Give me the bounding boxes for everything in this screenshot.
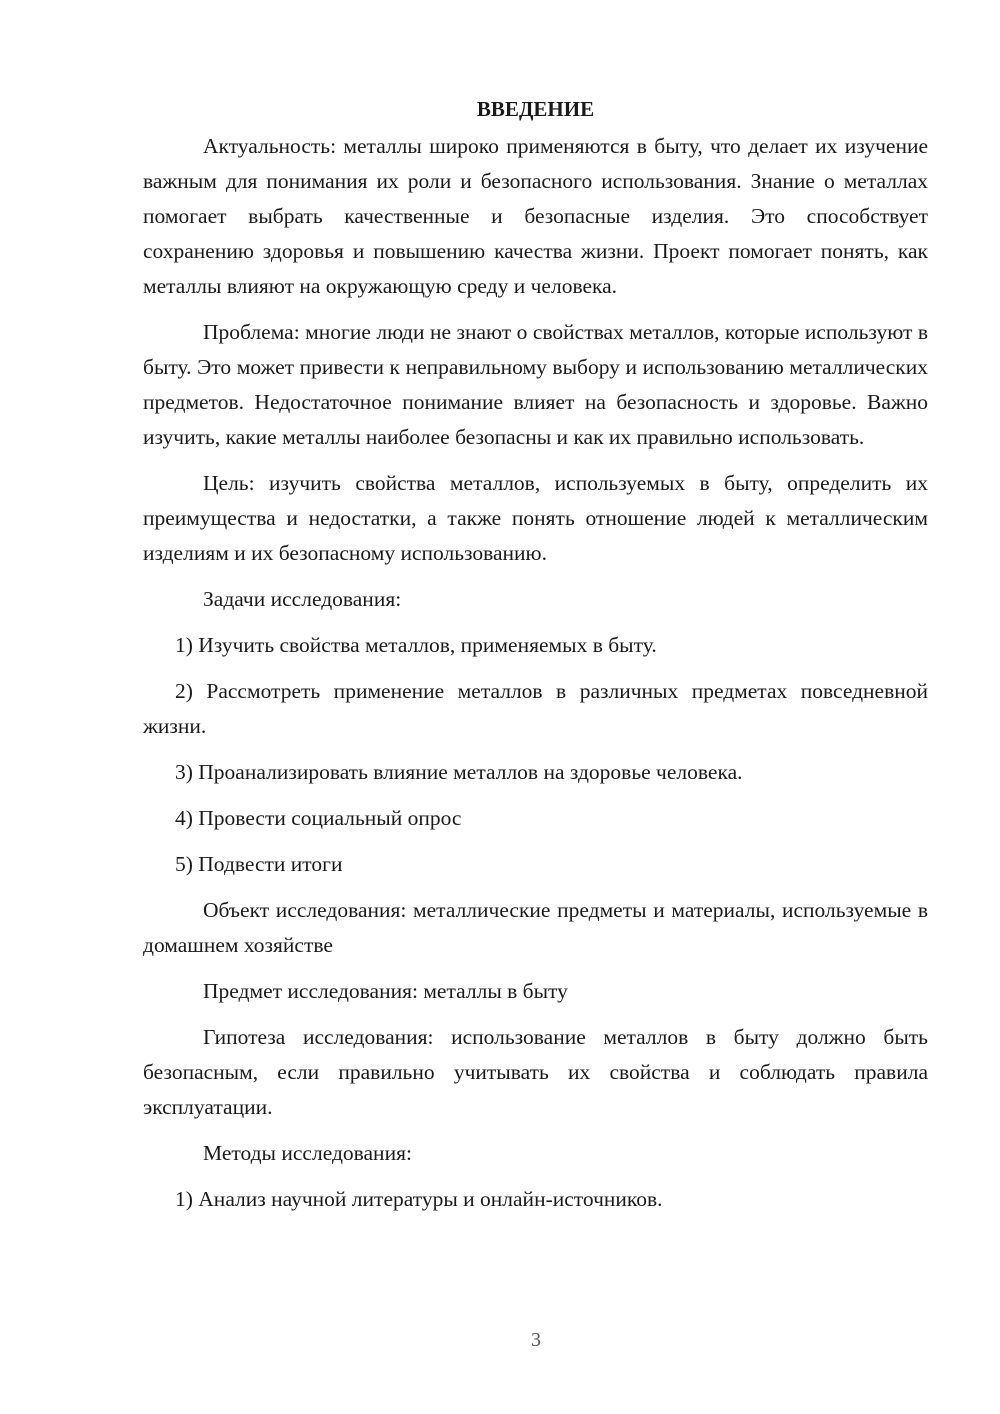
task-item-1: 1) Изучить свойства металлов, применяемых в быту. [175, 633, 657, 657]
methods-heading: Методы исследования: [203, 1141, 412, 1165]
page-number: 3 [531, 1329, 541, 1351]
paragraph-goal: Цель: изучить свойства металлов, используемых в быту, определить их преимущества и недостатки, а также понять отношение людей к металлическим изделиям и их безопасному использованию. [143, 471, 928, 565]
task-item-4: 4) Провести социальный опрос [175, 806, 462, 830]
paragraph-relevance: Актуальность: металлы широко применяются в быту, что делает их изучение важным для понимания их роли и безопасного использования. Знание о металлах помогает выбрать качественные и безопасные изделия. Это способствует сохранению здоровья и повышению качества жизни. Проект помогает понять, как металлы влияют на окружающую среду и человека. [143, 134, 928, 298]
task-item-2: 2) Рассмотреть применение металлов в различных предметах повседневной жизни. [143, 679, 928, 738]
document-page [143, 92, 928, 1217]
tasks-heading: Задачи исследования: [203, 587, 402, 611]
paragraph-object: Объект исследования: металлические предметы и материалы, используемые в домашнем хозяйстве [143, 898, 928, 957]
paragraph-hypothesis: Гипотеза исследования: использование металлов в быту должно быть безопасным, если правильно учитывать их свойства и соблюдать правила эксплуатации. [143, 1025, 928, 1119]
page-title: ВВЕДЕНИЕ [476, 97, 595, 121]
paragraph-problem: Проблема: многие люди не знают о свойствах металлов, которые используют в быту. Это может привести к неправильному выбору и использованию металлических предметов. Недостаточное понимание влияет на безопасность и здоровье. Важно изучить, какие металлы наиболее безопасны и как их правильно использовать. [143, 320, 928, 449]
task-item-3: 3) Проанализировать влияние металлов на здоровье человека. [175, 760, 743, 784]
paragraph-subject: Предмет исследования: металлы в быту [203, 979, 568, 1003]
task-item-5: 5) Подвести итоги [175, 852, 343, 876]
method-item-1: 1) Анализ научной литературы и онлайн-источников. [175, 1187, 663, 1211]
